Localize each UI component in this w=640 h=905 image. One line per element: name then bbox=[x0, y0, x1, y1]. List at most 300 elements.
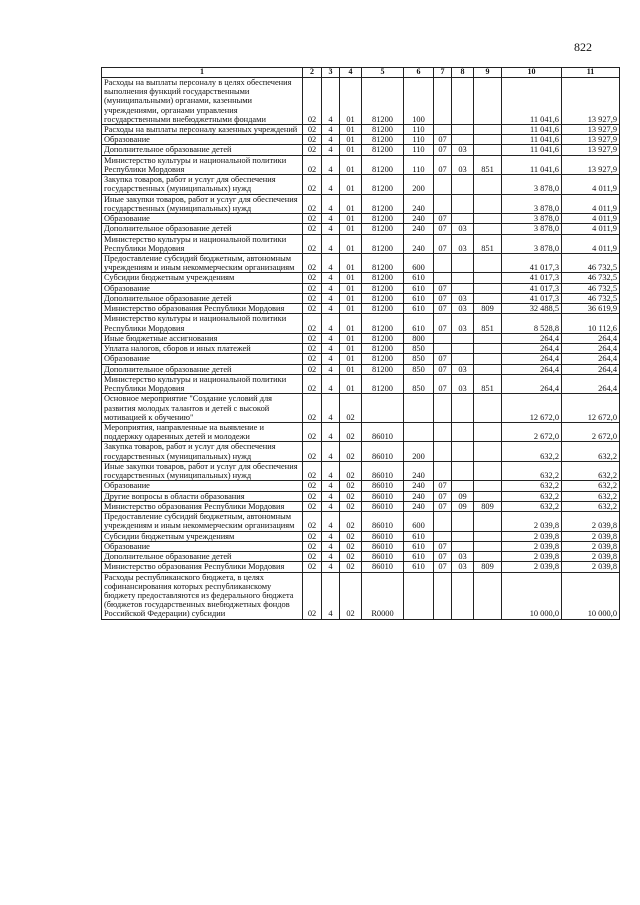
subsection-code-cell: 4 bbox=[322, 224, 340, 234]
program-code-cell: 01 bbox=[340, 344, 362, 354]
subsection-code-cell: 4 bbox=[322, 481, 340, 491]
division-cell: 07 bbox=[434, 562, 452, 572]
expense-type-cell: 200 bbox=[404, 442, 434, 461]
expense-type-cell: 800 bbox=[404, 333, 434, 343]
ministry-code-cell bbox=[474, 552, 502, 562]
subsection-code-cell: 4 bbox=[322, 124, 340, 134]
row-name-cell: Министерство образования Республики Мордовия bbox=[102, 562, 303, 572]
section-code-cell: 02 bbox=[303, 562, 322, 572]
amount-year-2-cell: 36 619,9 bbox=[562, 304, 620, 314]
ministry-code-cell bbox=[474, 531, 502, 541]
amount-year-1-cell: 3 878,0 bbox=[502, 175, 562, 194]
table-row bbox=[102, 77, 620, 124]
subdivision-cell: 03 bbox=[452, 145, 474, 155]
subsection-code-cell: 4 bbox=[322, 394, 340, 423]
expense-type-cell: 240 bbox=[404, 224, 434, 234]
amount-year-1-cell: 41 017,3 bbox=[502, 273, 562, 283]
expense-type-cell: 610 bbox=[404, 541, 434, 551]
subdivision-cell bbox=[452, 273, 474, 283]
amount-year-2-cell: 2 039,8 bbox=[562, 562, 620, 572]
amount-year-2-cell: 632,2 bbox=[562, 501, 620, 511]
program-code-cell: 02 bbox=[340, 531, 362, 541]
subsection-code-cell: 4 bbox=[322, 572, 340, 619]
expense-type-cell: 240 bbox=[404, 214, 434, 224]
amount-year-2-cell: 46 732,5 bbox=[562, 293, 620, 303]
ministry-code-cell: 851 bbox=[474, 155, 502, 174]
article-code-cell: 86010 bbox=[362, 562, 404, 572]
section-code-cell: 02 bbox=[303, 374, 322, 393]
amount-year-1-cell: 11 041,6 bbox=[502, 145, 562, 155]
program-code-cell: 01 bbox=[340, 333, 362, 343]
subdivision-cell bbox=[452, 214, 474, 224]
row-name-cell: Расходы на выплаты персоналу в целях обеспечения выполнения функций государственными (муниципальными) органами, казенными учреждениями, органами управления государственными внебюджетными фондами bbox=[102, 77, 303, 124]
table-row bbox=[102, 442, 620, 461]
expense-type-cell: 600 bbox=[404, 254, 434, 273]
row-name-cell: Уплата налогов, сборов и иных платежей bbox=[102, 344, 303, 354]
subdivision-cell bbox=[452, 283, 474, 293]
division-cell bbox=[434, 254, 452, 273]
table-row bbox=[102, 234, 620, 253]
amount-year-1-cell: 2 039,8 bbox=[502, 541, 562, 551]
section-code-cell: 02 bbox=[303, 572, 322, 619]
article-code-cell: 86010 bbox=[362, 531, 404, 541]
article-code-cell: 86010 bbox=[362, 461, 404, 480]
subdivision-cell bbox=[452, 194, 474, 213]
subdivision-cell bbox=[452, 541, 474, 551]
program-code-cell: 02 bbox=[340, 394, 362, 423]
amount-year-1-cell: 11 041,6 bbox=[502, 124, 562, 134]
amount-year-2-cell: 13 927,9 bbox=[562, 155, 620, 174]
row-name-cell: Субсидии бюджетным учреждениям bbox=[102, 531, 303, 541]
subdivision-cell bbox=[452, 572, 474, 619]
section-code-cell: 02 bbox=[303, 175, 322, 194]
amount-year-2-cell: 46 732,5 bbox=[562, 273, 620, 283]
expense-type-cell: 240 bbox=[404, 234, 434, 253]
amount-year-2-cell: 2 039,8 bbox=[562, 552, 620, 562]
subdivision-cell bbox=[452, 344, 474, 354]
amount-year-1-cell: 2 039,8 bbox=[502, 552, 562, 562]
expense-type-cell: 110 bbox=[404, 145, 434, 155]
ministry-code-cell bbox=[474, 135, 502, 145]
article-code-cell: 81200 bbox=[362, 283, 404, 293]
subdivision-cell: 03 bbox=[452, 552, 474, 562]
article-code-cell: 81200 bbox=[362, 155, 404, 174]
row-name-cell: Образование bbox=[102, 214, 303, 224]
program-code-cell: 01 bbox=[340, 314, 362, 333]
ministry-code-cell: 851 bbox=[474, 374, 502, 393]
subsection-code-cell: 4 bbox=[322, 442, 340, 461]
article-code-cell: 81200 bbox=[362, 175, 404, 194]
row-name-cell: Мероприятия, направленные на выявление и поддержку одаренных детей и молодежи bbox=[102, 423, 303, 442]
ministry-code-cell bbox=[474, 175, 502, 194]
division-cell bbox=[434, 531, 452, 541]
table-row bbox=[102, 354, 620, 364]
subdivision-cell: 09 bbox=[452, 491, 474, 501]
subdivision-cell: 09 bbox=[452, 501, 474, 511]
amount-year-2-cell: 10 112,6 bbox=[562, 314, 620, 333]
article-code-cell: 81200 bbox=[362, 344, 404, 354]
table-row bbox=[102, 304, 620, 314]
section-code-cell: 02 bbox=[303, 481, 322, 491]
expense-type-cell: 850 bbox=[404, 354, 434, 364]
section-code-cell: 02 bbox=[303, 77, 322, 124]
subdivision-cell: 03 bbox=[452, 314, 474, 333]
amount-year-1-cell: 264,4 bbox=[502, 374, 562, 393]
table-row bbox=[102, 333, 620, 343]
section-code-cell: 02 bbox=[303, 364, 322, 374]
row-name-cell: Образование bbox=[102, 283, 303, 293]
amount-year-2-cell: 13 927,9 bbox=[562, 135, 620, 145]
expense-type-cell: 110 bbox=[404, 135, 434, 145]
ministry-code-cell bbox=[474, 333, 502, 343]
table-row bbox=[102, 224, 620, 234]
section-code-cell: 02 bbox=[303, 344, 322, 354]
subsection-code-cell: 4 bbox=[322, 77, 340, 124]
ministry-code-cell bbox=[474, 124, 502, 134]
article-code-cell: 81200 bbox=[362, 254, 404, 273]
table-row bbox=[102, 314, 620, 333]
amount-year-1-cell: 11 041,6 bbox=[502, 77, 562, 124]
expense-type-cell: 610 bbox=[404, 531, 434, 541]
article-code-cell: 86010 bbox=[362, 501, 404, 511]
subsection-code-cell: 4 bbox=[322, 273, 340, 283]
section-code-cell: 02 bbox=[303, 273, 322, 283]
subsection-code-cell: 4 bbox=[322, 354, 340, 364]
amount-year-2-cell: 46 732,5 bbox=[562, 283, 620, 293]
section-code-cell: 02 bbox=[303, 145, 322, 155]
subsection-code-cell: 4 bbox=[322, 374, 340, 393]
section-code-cell: 02 bbox=[303, 333, 322, 343]
amount-year-1-cell: 41 017,3 bbox=[502, 254, 562, 273]
division-cell bbox=[434, 194, 452, 213]
division-cell: 07 bbox=[434, 214, 452, 224]
subdivision-cell: 03 bbox=[452, 234, 474, 253]
ministry-code-cell bbox=[474, 293, 502, 303]
amount-year-2-cell: 13 927,9 bbox=[562, 77, 620, 124]
program-code-cell: 01 bbox=[340, 374, 362, 393]
column-header: 9 bbox=[474, 68, 502, 78]
amount-year-1-cell: 264,4 bbox=[502, 344, 562, 354]
program-code-cell: 02 bbox=[340, 512, 362, 531]
column-header: 4 bbox=[340, 68, 362, 78]
program-code-cell: 01 bbox=[340, 354, 362, 364]
amount-year-1-cell: 11 041,6 bbox=[502, 135, 562, 145]
amount-year-1-cell: 632,2 bbox=[502, 461, 562, 480]
row-name-cell: Образование bbox=[102, 135, 303, 145]
expense-type-cell bbox=[404, 423, 434, 442]
row-name-cell: Иные закупки товаров, работ и услуг для обеспечения государственных (муниципальных) нужд bbox=[102, 461, 303, 480]
expense-type-cell: 850 bbox=[404, 344, 434, 354]
section-code-cell: 02 bbox=[303, 541, 322, 551]
program-code-cell: 01 bbox=[340, 135, 362, 145]
row-name-cell: Закупка товаров, работ и услуг для обеспечения государственных (муниципальных) нужд bbox=[102, 175, 303, 194]
subdivision-cell: 03 bbox=[452, 304, 474, 314]
division-cell bbox=[434, 175, 452, 194]
division-cell: 07 bbox=[434, 364, 452, 374]
expense-type-cell: 610 bbox=[404, 562, 434, 572]
subsection-code-cell: 4 bbox=[322, 175, 340, 194]
row-name-cell: Расходы республиканского бюджета, в целях софинансирования которых республиканскому бюджету предоставляются из федерального бюджета (бюджетов государственных внебюджетных фондов Российской Федерации) субсидии bbox=[102, 572, 303, 619]
division-cell bbox=[434, 273, 452, 283]
division-cell: 07 bbox=[434, 501, 452, 511]
division-cell bbox=[434, 423, 452, 442]
amount-year-1-cell: 632,2 bbox=[502, 491, 562, 501]
article-code-cell: 81200 bbox=[362, 293, 404, 303]
table-row bbox=[102, 461, 620, 480]
table-row bbox=[102, 293, 620, 303]
table-row bbox=[102, 562, 620, 572]
article-code-cell: 86010 bbox=[362, 552, 404, 562]
column-header: 5 bbox=[362, 68, 404, 78]
expense-type-cell: 240 bbox=[404, 501, 434, 511]
program-code-cell: 02 bbox=[340, 491, 362, 501]
ministry-code-cell bbox=[474, 394, 502, 423]
amount-year-2-cell: 2 039,8 bbox=[562, 512, 620, 531]
budget-table bbox=[101, 67, 620, 620]
subsection-code-cell: 4 bbox=[322, 512, 340, 531]
page-number: 822 bbox=[574, 40, 592, 54]
amount-year-2-cell: 264,4 bbox=[562, 354, 620, 364]
subsection-code-cell: 4 bbox=[322, 135, 340, 145]
amount-year-2-cell: 264,4 bbox=[562, 374, 620, 393]
amount-year-1-cell: 2 039,8 bbox=[502, 512, 562, 531]
expense-type-cell: 610 bbox=[404, 273, 434, 283]
section-code-cell: 02 bbox=[303, 135, 322, 145]
table-row bbox=[102, 572, 620, 619]
program-code-cell: 02 bbox=[340, 423, 362, 442]
subdivision-cell bbox=[452, 394, 474, 423]
ministry-code-cell bbox=[474, 214, 502, 224]
subsection-code-cell: 4 bbox=[322, 562, 340, 572]
subsection-code-cell: 4 bbox=[322, 491, 340, 501]
subdivision-cell bbox=[452, 124, 474, 134]
program-code-cell: 02 bbox=[340, 461, 362, 480]
subsection-code-cell: 4 bbox=[322, 364, 340, 374]
amount-year-2-cell: 4 011,9 bbox=[562, 214, 620, 224]
section-code-cell: 02 bbox=[303, 254, 322, 273]
amount-year-2-cell: 13 927,9 bbox=[562, 145, 620, 155]
row-name-cell: Образование bbox=[102, 354, 303, 364]
ministry-code-cell: 809 bbox=[474, 562, 502, 572]
row-name-cell: Предоставление субсидий бюджетным, автономным учреждениям и иным некоммерческим организациям bbox=[102, 254, 303, 273]
article-code-cell: 81200 bbox=[362, 314, 404, 333]
article-code-cell: 81200 bbox=[362, 273, 404, 283]
subdivision-cell bbox=[452, 461, 474, 480]
row-name-cell: Предоставление субсидий бюджетным, автономным учреждениям и иным некоммерческим организациям bbox=[102, 512, 303, 531]
amount-year-1-cell: 10 000,0 bbox=[502, 572, 562, 619]
expense-type-cell: 100 bbox=[404, 77, 434, 124]
row-name-cell: Иные бюджетные ассигнования bbox=[102, 333, 303, 343]
section-code-cell: 02 bbox=[303, 283, 322, 293]
subdivision-cell bbox=[452, 442, 474, 461]
expense-type-cell: 240 bbox=[404, 491, 434, 501]
column-header: 1 bbox=[102, 68, 303, 78]
amount-year-1-cell: 12 672,0 bbox=[502, 394, 562, 423]
table-row bbox=[102, 481, 620, 491]
subdivision-cell: 03 bbox=[452, 293, 474, 303]
program-code-cell: 01 bbox=[340, 293, 362, 303]
program-code-cell: 02 bbox=[340, 541, 362, 551]
program-code-cell: 02 bbox=[340, 572, 362, 619]
amount-year-1-cell: 32 488,5 bbox=[502, 304, 562, 314]
table-row bbox=[102, 124, 620, 134]
ministry-code-cell: 851 bbox=[474, 314, 502, 333]
table-row bbox=[102, 145, 620, 155]
row-name-cell: Дополнительное образование детей bbox=[102, 364, 303, 374]
subdivision-cell bbox=[452, 135, 474, 145]
division-cell bbox=[434, 344, 452, 354]
subdivision-cell bbox=[452, 531, 474, 541]
subdivision-cell: 03 bbox=[452, 224, 474, 234]
section-code-cell: 02 bbox=[303, 124, 322, 134]
table-row bbox=[102, 283, 620, 293]
subsection-code-cell: 4 bbox=[322, 293, 340, 303]
ministry-code-cell bbox=[474, 344, 502, 354]
article-code-cell: 86010 bbox=[362, 481, 404, 491]
ministry-code-cell bbox=[474, 481, 502, 491]
program-code-cell: 01 bbox=[340, 145, 362, 155]
table-row bbox=[102, 273, 620, 283]
table-row bbox=[102, 512, 620, 531]
column-header: 11 bbox=[562, 68, 620, 78]
section-code-cell: 02 bbox=[303, 304, 322, 314]
amount-year-1-cell: 3 878,0 bbox=[502, 234, 562, 253]
division-cell: 07 bbox=[434, 234, 452, 253]
expense-type-cell: 110 bbox=[404, 124, 434, 134]
section-code-cell: 02 bbox=[303, 442, 322, 461]
ministry-code-cell bbox=[474, 423, 502, 442]
ministry-code-cell bbox=[474, 254, 502, 273]
program-code-cell: 01 bbox=[340, 194, 362, 213]
program-code-cell: 01 bbox=[340, 214, 362, 224]
subsection-code-cell: 4 bbox=[322, 254, 340, 273]
division-cell: 07 bbox=[434, 145, 452, 155]
section-code-cell: 02 bbox=[303, 461, 322, 480]
table-row bbox=[102, 214, 620, 224]
table-header-row bbox=[102, 68, 620, 78]
subsection-code-cell: 4 bbox=[322, 234, 340, 253]
table-row bbox=[102, 254, 620, 273]
article-code-cell: 81200 bbox=[362, 364, 404, 374]
row-name-cell: Иные закупки товаров, работ и услуг для обеспечения государственных (муниципальных) нужд bbox=[102, 194, 303, 213]
division-cell: 07 bbox=[434, 135, 452, 145]
column-header: 2 bbox=[303, 68, 322, 78]
table-row bbox=[102, 552, 620, 562]
row-name-cell: Дополнительное образование детей bbox=[102, 145, 303, 155]
ministry-code-cell: 809 bbox=[474, 304, 502, 314]
row-name-cell: Министерство образования Республики Мордовия bbox=[102, 304, 303, 314]
article-code-cell: 81200 bbox=[362, 124, 404, 134]
ministry-code-cell: 851 bbox=[474, 234, 502, 253]
expense-type-cell: 610 bbox=[404, 283, 434, 293]
amount-year-1-cell: 2 039,8 bbox=[502, 562, 562, 572]
amount-year-1-cell: 632,2 bbox=[502, 501, 562, 511]
table-row bbox=[102, 364, 620, 374]
program-code-cell: 01 bbox=[340, 155, 362, 174]
subdivision-cell: 03 bbox=[452, 562, 474, 572]
subdivision-cell: 03 bbox=[452, 155, 474, 174]
section-code-cell: 02 bbox=[303, 224, 322, 234]
row-name-cell: Министерство образования Республики Мордовия bbox=[102, 501, 303, 511]
ministry-code-cell bbox=[474, 224, 502, 234]
expense-type-cell: 240 bbox=[404, 194, 434, 213]
ministry-code-cell bbox=[474, 145, 502, 155]
amount-year-1-cell: 3 878,0 bbox=[502, 194, 562, 213]
subdivision-cell: 03 bbox=[452, 374, 474, 393]
program-code-cell: 02 bbox=[340, 481, 362, 491]
amount-year-2-cell: 4 011,9 bbox=[562, 234, 620, 253]
expense-type-cell: 240 bbox=[404, 481, 434, 491]
subdivision-cell bbox=[452, 254, 474, 273]
article-code-cell: 86010 bbox=[362, 512, 404, 531]
program-code-cell: 01 bbox=[340, 77, 362, 124]
article-code-cell: 81200 bbox=[362, 77, 404, 124]
ministry-code-cell bbox=[474, 273, 502, 283]
section-code-cell: 02 bbox=[303, 155, 322, 174]
table-row bbox=[102, 135, 620, 145]
program-code-cell: 02 bbox=[340, 562, 362, 572]
amount-year-1-cell: 3 878,0 bbox=[502, 224, 562, 234]
article-code-cell bbox=[362, 394, 404, 423]
amount-year-2-cell: 2 039,8 bbox=[562, 541, 620, 551]
article-code-cell: 81200 bbox=[362, 304, 404, 314]
subsection-code-cell: 4 bbox=[322, 423, 340, 442]
ministry-code-cell bbox=[474, 461, 502, 480]
division-cell: 07 bbox=[434, 541, 452, 551]
ministry-code-cell: 809 bbox=[474, 501, 502, 511]
table-row bbox=[102, 531, 620, 541]
expense-type-cell: 610 bbox=[404, 552, 434, 562]
division-cell bbox=[434, 77, 452, 124]
division-cell: 07 bbox=[434, 283, 452, 293]
section-code-cell: 02 bbox=[303, 293, 322, 303]
program-code-cell: 01 bbox=[340, 234, 362, 253]
division-cell: 07 bbox=[434, 481, 452, 491]
expense-type-cell: 240 bbox=[404, 461, 434, 480]
division-cell bbox=[434, 461, 452, 480]
subsection-code-cell: 4 bbox=[322, 531, 340, 541]
subdivision-cell bbox=[452, 77, 474, 124]
subdivision-cell bbox=[452, 354, 474, 364]
ministry-code-cell bbox=[474, 364, 502, 374]
table-row bbox=[102, 541, 620, 551]
article-code-cell: 86010 bbox=[362, 541, 404, 551]
column-header: 8 bbox=[452, 68, 474, 78]
division-cell: 07 bbox=[434, 354, 452, 364]
row-name-cell: Субсидии бюджетным учреждениям bbox=[102, 273, 303, 283]
row-name-cell: Дополнительное образование детей bbox=[102, 224, 303, 234]
amount-year-2-cell: 632,2 bbox=[562, 491, 620, 501]
division-cell: 07 bbox=[434, 374, 452, 393]
article-code-cell: 81200 bbox=[362, 145, 404, 155]
division-cell: 07 bbox=[434, 491, 452, 501]
amount-year-1-cell: 41 017,3 bbox=[502, 293, 562, 303]
subsection-code-cell: 4 bbox=[322, 501, 340, 511]
amount-year-1-cell: 41 017,3 bbox=[502, 283, 562, 293]
division-cell bbox=[434, 442, 452, 461]
article-code-cell: 81200 bbox=[362, 224, 404, 234]
expense-type-cell: 610 bbox=[404, 314, 434, 333]
ministry-code-cell bbox=[474, 512, 502, 531]
article-code-cell: 81200 bbox=[362, 234, 404, 253]
division-cell bbox=[434, 512, 452, 531]
amount-year-2-cell: 264,4 bbox=[562, 364, 620, 374]
program-code-cell: 02 bbox=[340, 552, 362, 562]
expense-type-cell: 200 bbox=[404, 175, 434, 194]
row-name-cell: Образование bbox=[102, 481, 303, 491]
amount-year-2-cell: 2 672,0 bbox=[562, 423, 620, 442]
column-header: 6 bbox=[404, 68, 434, 78]
